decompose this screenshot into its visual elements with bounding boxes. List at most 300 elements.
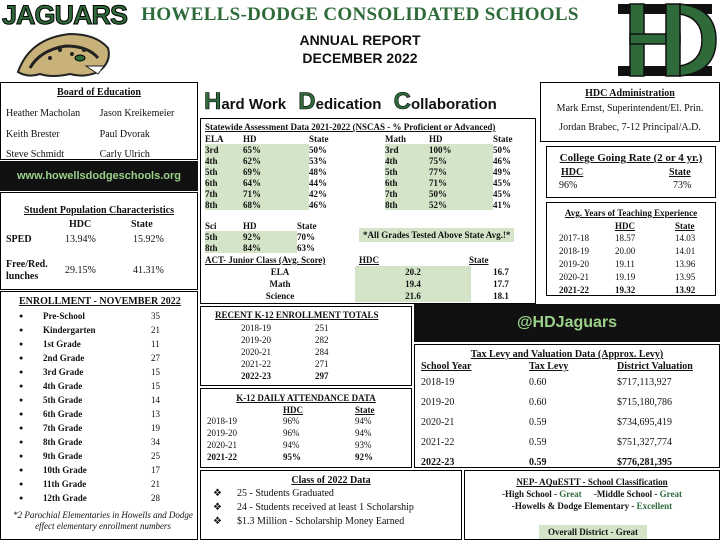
table-cell: 71%	[243, 188, 309, 199]
board-member: Heather Macholan	[6, 107, 81, 119]
high-school-label: -High School -	[502, 489, 560, 499]
board-row	[6, 102, 194, 124]
population-hdc-header: HDC	[69, 219, 92, 230]
col-header: HD	[429, 134, 443, 144]
table-cell: 50%	[493, 144, 511, 155]
table-cell: 19.19	[615, 271, 636, 282]
enrollment-table	[19, 309, 160, 505]
col-header: State	[493, 134, 513, 144]
levy-row	[421, 392, 693, 412]
bullet-icon: ●	[19, 452, 24, 460]
math-row	[385, 188, 513, 199]
table-cell: 13.92	[675, 284, 696, 295]
table-cell: 282	[315, 335, 329, 345]
jaguar-head-icon	[0, 28, 120, 80]
science-table	[205, 221, 317, 253]
teaching-row	[559, 283, 695, 296]
table-cell: 69%	[243, 166, 309, 177]
table-cell: 2019-20	[207, 428, 237, 438]
college-state-value: 73%	[673, 180, 692, 191]
col-header: HDC	[283, 405, 303, 415]
table-cell: 65%	[243, 144, 309, 155]
table-cell: 64%	[243, 177, 309, 188]
table-cell: 18.57	[615, 232, 636, 243]
ela-header-row	[205, 134, 329, 144]
enrollment-row	[19, 309, 160, 323]
science-header-row	[205, 221, 317, 231]
table-cell: 271	[315, 359, 329, 369]
table-cell: 20.00	[615, 245, 636, 256]
page-title: HOWELLS-DODGE CONSOLIDATED SCHOOLS	[141, 4, 579, 25]
attendance-row	[207, 415, 375, 427]
enrollment-row	[19, 351, 160, 365]
tax-levy-panel	[414, 344, 720, 468]
teaching-experience-panel	[546, 202, 716, 296]
motto-initial: D	[298, 88, 316, 115]
recent-enrollment-row	[241, 370, 355, 382]
act-row	[205, 290, 531, 302]
table-cell: Math	[269, 279, 291, 289]
elementary-rating: Excellent	[636, 501, 673, 511]
table-cell: 71%	[429, 177, 493, 188]
bullet-icon: ●	[19, 340, 24, 348]
class-2022-title: Class of 2022 Data	[291, 475, 371, 486]
col-header: District Valuation	[617, 361, 693, 372]
enrollment-panel	[0, 291, 198, 540]
population-state-header: State	[131, 219, 153, 230]
table-cell: 63%	[297, 242, 315, 253]
col-header: Tax Levy	[529, 361, 569, 372]
table-cell: 44%	[309, 177, 327, 188]
ela-row	[205, 155, 329, 166]
free-lunch-hdc-value: 29.15%	[65, 265, 96, 276]
motto-banner	[200, 82, 536, 118]
recent-enrollment-table	[241, 322, 355, 382]
table-cell: 0.59	[529, 456, 547, 468]
table-cell: $734,695,419	[617, 416, 672, 428]
board-member: Paul Dvorak	[99, 128, 150, 140]
middle-school-label: -Middle School -	[593, 489, 660, 499]
board-member: Keith Brester	[6, 128, 60, 140]
grade-label: 11th Grade	[43, 479, 87, 489]
teaching-row	[559, 231, 695, 244]
table-cell: 2018-19	[559, 245, 589, 256]
table-cell: 41%	[493, 199, 511, 210]
table-cell: 94%	[355, 428, 372, 438]
grade-label: 3rd Grade	[43, 367, 84, 377]
table-cell: $776,281,395	[617, 456, 672, 468]
grade-count: 21	[151, 479, 160, 489]
act-state-header: State	[469, 255, 489, 265]
hd-logo	[608, 0, 720, 80]
recent-enrollment-title: RECENT K-12 ENROLLMENT TOTALS	[215, 310, 379, 320]
board-member: Steve Schmidt	[6, 148, 65, 160]
admin-principal: Jordan Brabec, 7-12 Principal/A.D.	[559, 122, 701, 133]
class-2022-item-text: $1.3 Million - Scholarship Money Earned	[237, 516, 405, 527]
table-cell: 62%	[243, 155, 309, 166]
class-2022-item	[213, 516, 461, 530]
table-cell: $717,113,927	[617, 376, 672, 388]
table-cell: 20.2	[355, 266, 471, 278]
enrollment-row	[19, 323, 160, 337]
grade-count: 21	[151, 325, 160, 335]
levy-header-row	[421, 361, 693, 372]
enrollment-row	[19, 393, 160, 407]
table-cell: 52%	[429, 199, 493, 210]
hd-monogram-icon	[608, 0, 720, 80]
attendance-row	[207, 439, 375, 451]
grade-label: 4th Grade	[43, 381, 83, 391]
recent-enrollment-row	[241, 322, 355, 334]
attendance-row	[207, 451, 375, 463]
enrollment-row	[19, 435, 160, 449]
attendance-header-row	[207, 405, 375, 415]
free-lunch-state-value: 41.31%	[133, 265, 164, 276]
table-cell: 3rd	[385, 144, 429, 155]
table-cell: 2021-22	[241, 359, 271, 369]
table-cell: 0.59	[529, 436, 547, 448]
table-cell: 4th	[205, 155, 243, 166]
math-row	[385, 144, 513, 155]
table-cell: 2020-21	[241, 347, 271, 357]
website-link[interactable]: www.howellsdodgeschools.org	[17, 170, 181, 182]
table-cell: 0.59	[529, 416, 547, 428]
table-cell: 19.32	[615, 284, 636, 295]
jaguars-logo-text: JAGUARS	[2, 0, 128, 30]
table-cell: 2022-23	[241, 371, 271, 381]
table-cell: 284	[315, 347, 329, 357]
table-cell: 6th	[205, 177, 243, 188]
board-title: Board of Education	[57, 87, 141, 98]
grade-count: 25	[151, 451, 160, 461]
col-header: State	[309, 134, 329, 144]
teaching-row	[559, 270, 695, 283]
table-cell: 5th	[205, 166, 243, 177]
col-header: ELA	[205, 134, 224, 144]
grade-count: 15	[151, 367, 160, 377]
table-cell: 50%	[429, 188, 493, 199]
table-cell: 2019-20	[559, 258, 589, 269]
table-cell: 53%	[309, 155, 327, 166]
enrollment-row	[19, 337, 160, 351]
admin-superintendent: Mark Ernst, Superintendent/El. Prin.	[556, 103, 704, 114]
table-cell: 68%	[243, 199, 309, 210]
table-cell: 45%	[493, 177, 511, 188]
table-cell: 2020-21	[559, 271, 589, 282]
grade-label: Pre-School	[43, 311, 85, 321]
col-header: State	[297, 221, 317, 231]
attendance-title: K-12 DAILY ATTENDANCE DATA	[236, 393, 376, 403]
board-members-table	[6, 102, 194, 164]
nep-elementary-line	[465, 501, 719, 511]
math-row	[385, 199, 513, 210]
bullet-icon: ●	[19, 326, 24, 334]
table-cell: 2018-19	[241, 323, 271, 333]
table-cell: 46%	[309, 199, 327, 210]
col-header: HDC	[615, 221, 635, 231]
grade-count: 28	[151, 493, 160, 503]
header-title-block	[120, 4, 600, 66]
table-cell: 18.1	[493, 291, 509, 301]
bullet-icon: ●	[19, 312, 24, 320]
table-cell: 5th	[205, 231, 243, 242]
assessment-panel	[200, 118, 536, 304]
table-cell: 42%	[309, 188, 327, 199]
diamond-bullet-icon: ❖	[213, 488, 222, 499]
grade-label: 1st Grade	[43, 339, 81, 349]
website-banner	[0, 161, 198, 191]
levy-row	[421, 432, 693, 452]
board-row	[6, 124, 194, 144]
table-cell: 75%	[429, 155, 493, 166]
table-cell: 2021-22	[207, 452, 237, 462]
sped-hdc-value: 13.94%	[65, 234, 96, 245]
grade-count: 15	[151, 381, 160, 391]
table-cell: 19.4	[355, 278, 471, 290]
board-of-education-panel	[0, 82, 198, 160]
table-cell: 2022-23	[421, 456, 455, 468]
enrollment-row	[19, 407, 160, 421]
table-cell: 46%	[493, 155, 511, 166]
grade-count: 13	[151, 409, 160, 419]
assessment-note: *All Grades Tested Above State Avg.!*	[359, 228, 514, 242]
table-cell: $751,327,774	[617, 436, 672, 448]
table-cell: 6th	[385, 177, 429, 188]
ela-row	[205, 144, 329, 155]
enrollment-row	[19, 491, 160, 505]
act-hdc-header: HDC	[359, 255, 379, 265]
table-cell: 2020-21	[421, 416, 455, 428]
assessment-title: Statewide Assessment Data 2021-2022 (NSCAS - % Proficient or Advanced)	[205, 122, 496, 132]
class-2022-panel	[200, 470, 462, 540]
grade-count: 11	[151, 339, 160, 349]
act-title: ACT- Junior Class (Avg. Score)	[205, 255, 326, 265]
free-lunch-label	[6, 259, 48, 283]
diamond-bullet-icon: ❖	[213, 516, 222, 527]
math-table	[385, 134, 513, 210]
bullet-icon: ●	[19, 466, 24, 474]
enrollment-row	[19, 477, 160, 491]
enrollment-title: ENROLLMENT - NOVEMBER 2022	[19, 296, 181, 307]
bullet-icon: ●	[19, 480, 24, 488]
ela-table	[205, 134, 329, 210]
ela-row	[205, 188, 329, 199]
recent-enrollment-row	[241, 334, 355, 346]
grade-count: 34	[151, 437, 160, 447]
nep-panel	[464, 470, 720, 540]
table-cell: 0.60	[529, 396, 547, 408]
table-cell: 4th	[385, 155, 429, 166]
college-rate-panel	[546, 146, 716, 198]
table-cell: 19.11	[615, 258, 635, 269]
grade-count: 17	[151, 465, 160, 475]
table-cell: 48%	[309, 166, 327, 177]
social-banner	[414, 304, 720, 342]
ela-row	[205, 166, 329, 177]
motto-word: edication	[315, 96, 382, 113]
report-subtitle: ANNUAL REPORT	[299, 32, 421, 48]
table-cell: 13.95	[675, 271, 696, 282]
attendance-panel	[200, 388, 412, 468]
population-panel	[0, 192, 198, 290]
ela-row	[205, 199, 329, 210]
table-cell: 8th	[205, 242, 243, 253]
grade-label: 8th Grade	[43, 437, 83, 447]
table-cell: 93%	[355, 440, 372, 450]
table-cell: 5th	[385, 166, 429, 177]
math-row	[385, 155, 513, 166]
grade-label: 7th Grade	[43, 423, 83, 433]
table-cell: 70%	[297, 231, 315, 242]
table-cell: 7th	[205, 188, 243, 199]
report-date: DECEMBER 2022	[302, 50, 418, 66]
grade-label: 6th Grade	[43, 409, 83, 419]
col-header: School Year	[421, 361, 472, 372]
table-cell: 14.01	[675, 245, 696, 256]
enrollment-row	[19, 365, 160, 379]
table-cell: 7th	[385, 188, 429, 199]
recent-enrollment-panel	[200, 306, 412, 386]
motto-word: ollaboration	[410, 96, 497, 113]
col-header: State	[355, 405, 375, 415]
bullet-icon: ●	[19, 396, 24, 404]
table-cell: 8th	[205, 199, 243, 210]
table-cell: 8th	[385, 199, 429, 210]
bullet-icon: ●	[19, 494, 24, 502]
act-row	[205, 278, 531, 290]
diamond-bullet-icon: ❖	[213, 502, 222, 513]
table-cell: $715,180,786	[617, 396, 672, 408]
free-lunch-label-line: Free/Red.	[6, 259, 48, 270]
board-member: Carly Ulrich	[99, 148, 150, 160]
grade-label: Kindergarten	[43, 325, 96, 335]
table-cell: 77%	[429, 166, 493, 177]
table-cell: 3rd	[205, 144, 243, 155]
class-2022-item	[213, 488, 461, 502]
enrollment-row	[19, 463, 160, 477]
grade-label: 10th Grade	[43, 465, 87, 475]
admin-title: HDC Administration	[585, 88, 675, 99]
twitter-handle-link[interactable]: @HDJaguars	[516, 314, 618, 331]
free-lunch-label-line: lunches	[6, 271, 39, 282]
table-cell: 2021-22	[421, 436, 455, 448]
col-header: HD	[243, 134, 257, 144]
col-header: HD	[243, 221, 257, 231]
nep-school-line	[465, 489, 719, 499]
enrollment-row	[19, 379, 160, 393]
class-2022-item-text: 24 - Students received at least 1 Scholarship	[237, 502, 414, 513]
bullet-icon: ●	[19, 382, 24, 390]
levy-row	[421, 372, 693, 392]
board-member: Jason Kreikemeier	[99, 107, 175, 119]
grade-count: 27	[151, 353, 160, 363]
recent-enrollment-row	[241, 358, 355, 370]
act-table	[205, 266, 531, 302]
table-cell: Science	[265, 291, 295, 301]
high-school-rating: Great	[559, 489, 582, 499]
levy-row	[421, 412, 693, 432]
table-cell: 16.7	[493, 267, 509, 277]
table-cell: 95%	[283, 452, 301, 462]
table-cell: 2018-19	[207, 416, 237, 426]
table-cell: 92%	[355, 452, 373, 462]
spacer	[207, 405, 283, 415]
table-cell: 251	[315, 323, 329, 333]
table-cell: 2019-20	[421, 396, 455, 408]
population-title: Student Population Characteristics	[24, 205, 174, 216]
motto-initial: C	[393, 88, 411, 115]
teaching-table	[559, 221, 695, 296]
motto-word: ard Work	[221, 96, 287, 113]
bullet-icon: ●	[19, 368, 24, 376]
teaching-row	[559, 257, 695, 270]
teaching-row	[559, 244, 695, 257]
grade-count: 35	[151, 311, 160, 321]
table-cell: ELA	[270, 267, 290, 277]
enrollment-note: *2 Parochial Elementaries in Howells and Dodge effect elementary enrollment numbers	[13, 510, 193, 531]
class-2022-item	[213, 502, 461, 516]
col-header: State	[675, 221, 695, 231]
attendance-row	[207, 427, 375, 439]
teaching-header-row	[559, 221, 695, 231]
college-title: College Going Rate (2 or 4 yr.)	[559, 152, 703, 164]
table-cell: 13.96	[675, 258, 696, 269]
table-cell: 297	[315, 371, 329, 381]
act-row	[205, 266, 531, 278]
table-cell: 92%	[243, 231, 297, 242]
math-row	[385, 166, 513, 177]
math-header-row	[385, 134, 513, 144]
recent-enrollment-row	[241, 346, 355, 358]
table-cell: 96%	[283, 428, 300, 438]
table-cell: 17.7	[493, 279, 509, 289]
class-2022-item-text: 25 - Students Graduated	[237, 488, 334, 499]
middle-school-rating: Great	[659, 489, 682, 499]
table-cell: 2020-21	[207, 440, 237, 450]
table-cell: 0.60	[529, 376, 547, 388]
teaching-title: Avg. Years of Teaching Experience	[564, 208, 698, 218]
elementary-label: -Howells & Dodge Elementary -	[511, 501, 637, 511]
table-cell: 14.03	[675, 232, 696, 243]
math-row	[385, 177, 513, 188]
sped-label: SPED	[6, 234, 32, 245]
science-row	[205, 231, 317, 242]
table-cell: 100%	[429, 144, 493, 155]
college-hdc-value: 96%	[559, 180, 578, 191]
nep-title: NEP- AQuESTT - School Classification	[516, 477, 668, 487]
table-cell: 50%	[309, 144, 327, 155]
enrollment-row	[19, 421, 160, 435]
grade-label: 9th Grade	[43, 451, 83, 461]
table-cell: 96%	[283, 416, 300, 426]
bullet-icon: ●	[19, 354, 24, 362]
attendance-table	[207, 405, 375, 463]
sped-state-value: 15.92%	[133, 234, 164, 245]
table-cell: 94%	[283, 440, 300, 450]
levy-row	[421, 452, 693, 472]
bullet-icon: ●	[19, 410, 24, 418]
grade-count: 19	[151, 423, 160, 433]
spacer	[559, 221, 615, 231]
bullet-icon: ●	[19, 424, 24, 432]
science-row	[205, 242, 317, 253]
college-state-header: State	[669, 167, 691, 178]
table-cell: 21.6	[355, 290, 471, 302]
table-cell: 49%	[493, 166, 511, 177]
grade-label: 2nd Grade	[43, 353, 85, 363]
enrollment-row	[19, 449, 160, 463]
motto-initial: H	[204, 88, 222, 115]
